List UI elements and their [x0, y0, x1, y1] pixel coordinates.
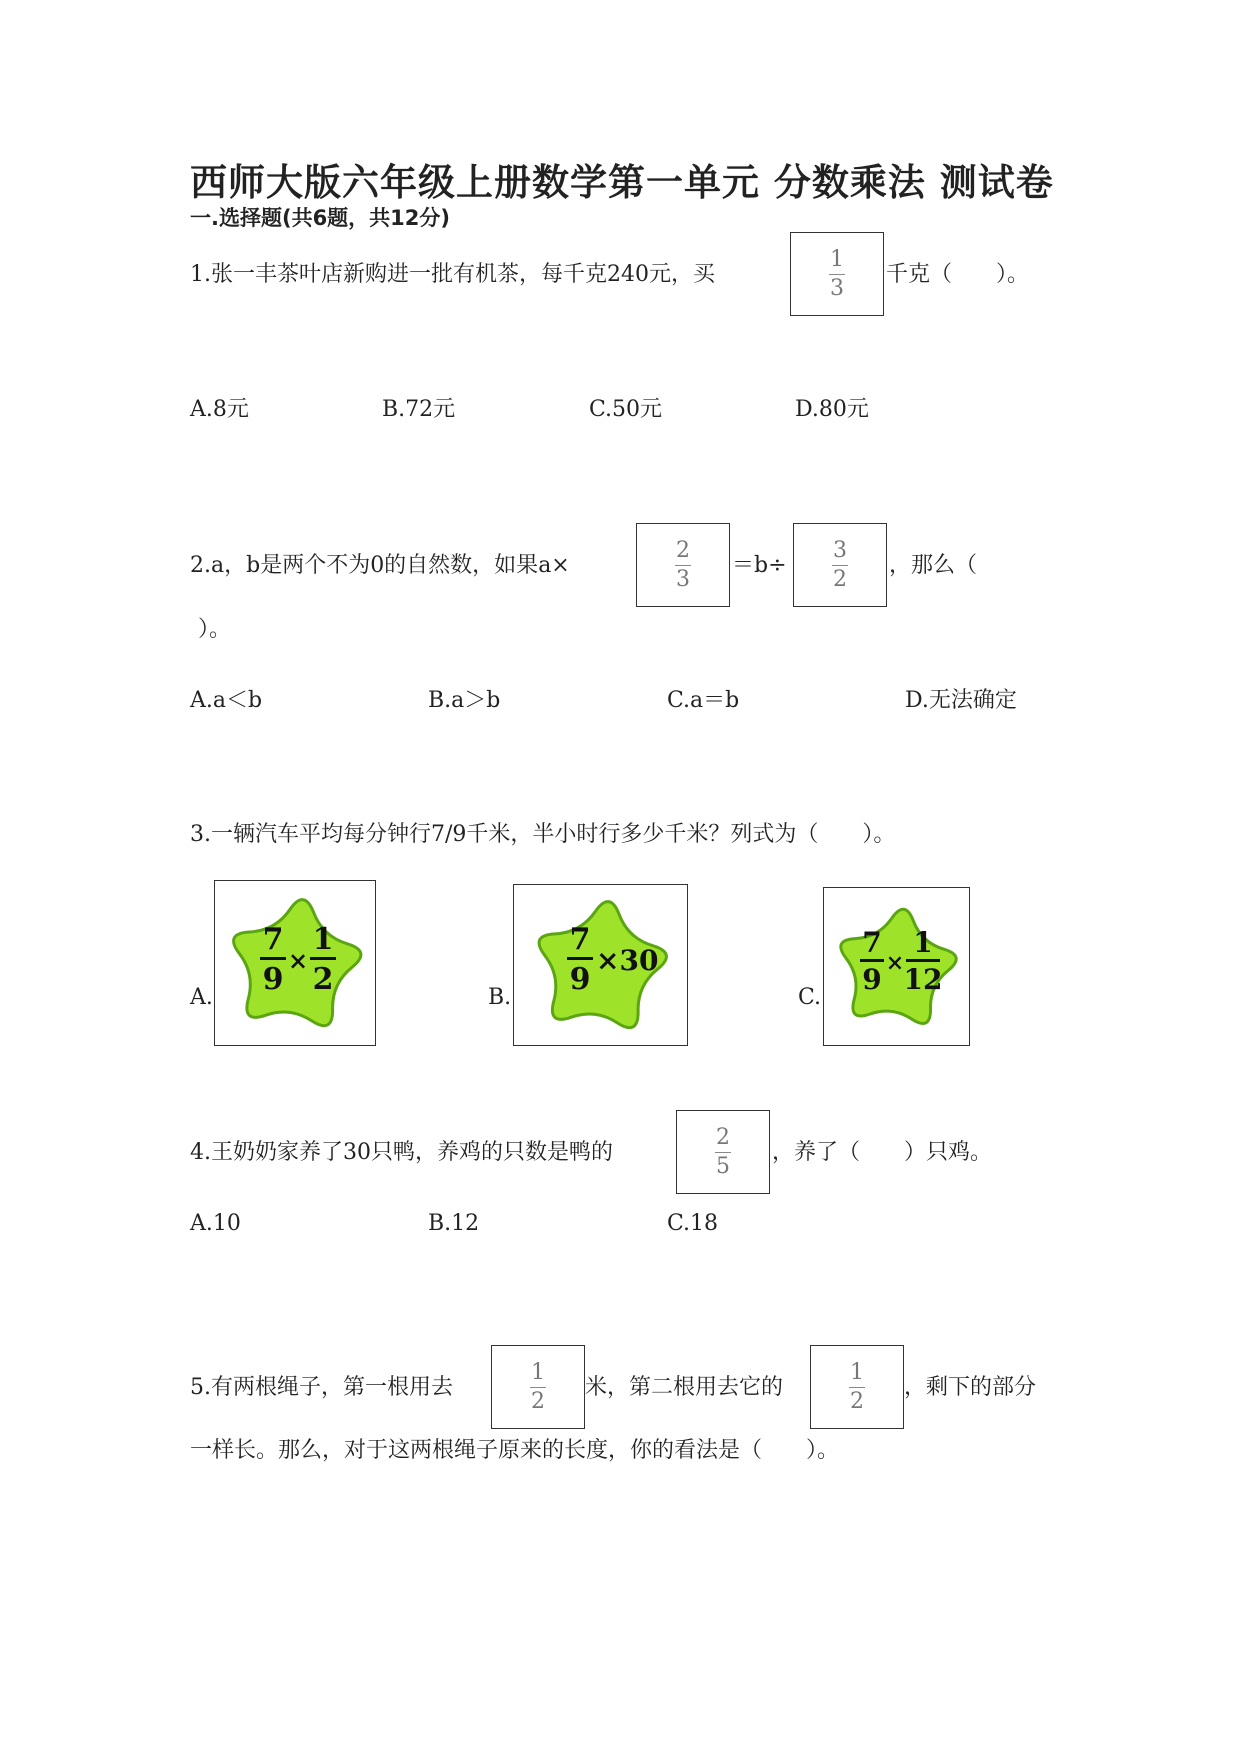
q4-fraction-box: [676, 1110, 770, 1194]
q2-text-b: ＝b÷: [732, 553, 787, 578]
fraction-bar: [849, 1387, 865, 1388]
star-image: [215, 881, 375, 1045]
q3-option-b-image: [513, 884, 688, 1046]
q3-option-a-image: [214, 880, 376, 1046]
fraction-denominator: 2: [850, 1388, 864, 1414]
q5-fraction1-box: [491, 1345, 585, 1429]
q1-option-d: D.80元: [795, 397, 869, 422]
q1-option-a: A.8元: [190, 397, 249, 422]
expr-numerator-1: 7: [569, 922, 591, 957]
fraction-numerator: 1: [850, 1360, 864, 1386]
fraction-numerator: 2: [716, 1125, 730, 1151]
fraction-numerator: 3: [833, 538, 847, 564]
q2-fraction2: [832, 539, 848, 590]
expr-denominator-2: 2: [312, 962, 334, 997]
q4-text-after: ，养了（ ）只鸡。: [772, 1140, 993, 1165]
expr-numerator-1: 7: [862, 926, 882, 959]
q2-option-c: C.a＝b: [667, 688, 740, 713]
expr-bar-1: [260, 957, 286, 960]
q4-option-a: A.10: [190, 1211, 241, 1236]
expr-numerator-2: 1: [312, 922, 334, 957]
q1-fraction: [829, 248, 845, 299]
expr-operator: ×: [885, 950, 905, 976]
q4-option-c: C.18: [667, 1211, 719, 1236]
star-image: [824, 888, 969, 1045]
q1-fraction-box: [790, 232, 884, 316]
q2-fraction1-box: [636, 523, 730, 607]
fraction-bar: [715, 1152, 731, 1153]
q1-text-after: 千克（ ）。: [886, 262, 1030, 287]
fraction-denominator: 2: [531, 1388, 545, 1414]
q2-fraction1: [675, 539, 691, 590]
fraction-denominator: 2: [833, 566, 847, 592]
q4-text-before: 4.王奶奶家养了30只鸭，养鸡的只数是鸭的: [190, 1140, 613, 1165]
q4-fraction: [715, 1126, 731, 1177]
page-title: 西师大版六年级上册数学第一单元 分数乘法 测试卷: [190, 161, 1054, 204]
expr-numerator-1: 7: [262, 922, 284, 957]
expr-denominator-1: 9: [862, 963, 882, 996]
q2-text-a: 2.a，b是两个不为0的自然数，如果a×: [190, 553, 570, 578]
q2-option-a: A.a＜b: [190, 688, 263, 713]
q2-option-d: D.无法确定: [905, 688, 1017, 713]
fraction-denominator: 3: [676, 566, 690, 592]
q2-text-c: ，那么（: [889, 553, 978, 578]
q1-option-c: C.50元: [589, 397, 663, 422]
q3-text: 3.一辆汽车平均每分钟行7/9千米，半小时行多少千米？列式为（ ）。: [190, 822, 896, 847]
expr-bar-2: [906, 959, 940, 962]
q5-text-b: 米，第二根用去它的: [585, 1375, 784, 1400]
fraction-bar: [829, 274, 845, 275]
fraction-numerator: 1: [830, 247, 844, 273]
q1-option-b: B.72元: [382, 397, 456, 422]
q5-text-a: 5.有两根绳子，第一根用去: [190, 1375, 453, 1400]
q5-text-c: ，剩下的部分: [904, 1375, 1037, 1400]
expr-bar-1: [860, 959, 884, 962]
q5-fraction2-box: [810, 1345, 904, 1429]
expr-bar-2: [310, 957, 336, 960]
expr-numerator-2: 1: [913, 926, 933, 959]
q5-text-d: 一样长。那么，对于这两根绳子原来的长度，你的看法是（ ）。: [190, 1438, 840, 1463]
q3-option-a-label: A.: [190, 985, 213, 1010]
expr-operator: ×: [287, 946, 309, 975]
q3-option-b-label: B.: [488, 985, 512, 1010]
star-image: [514, 885, 687, 1045]
q2-text-d: ）。: [198, 617, 232, 642]
q2-fraction2-box: [793, 523, 887, 607]
q2-option-b: B.a＞b: [428, 688, 501, 713]
q5-fraction2: [849, 1361, 865, 1412]
expr-denominator-1: 9: [262, 962, 284, 997]
fraction-numerator: 2: [676, 538, 690, 564]
fraction-denominator: 3: [830, 275, 844, 301]
q1-text-before: 1.张一丰茶叶店新购进一批有机茶，每千克240元，买: [190, 262, 715, 287]
section-heading: 一.选择题(共6题，共12分): [190, 206, 451, 230]
q5-fraction1: [530, 1361, 546, 1412]
fraction-numerator: 1: [531, 1360, 545, 1386]
expr-denominator-1: 9: [569, 962, 591, 997]
fraction-bar: [530, 1387, 546, 1388]
fraction-bar: [832, 565, 848, 566]
expr-bar-1: [567, 957, 593, 960]
fraction-bar: [675, 565, 691, 566]
q3-option-c-image: [823, 887, 970, 1046]
expr-denominator-2: 12: [903, 963, 943, 996]
q3-option-c-label: C.: [798, 985, 822, 1010]
q4-option-b: B.12: [428, 1211, 480, 1236]
fraction-denominator: 5: [716, 1153, 730, 1179]
expr-operator: ×30: [596, 944, 659, 977]
